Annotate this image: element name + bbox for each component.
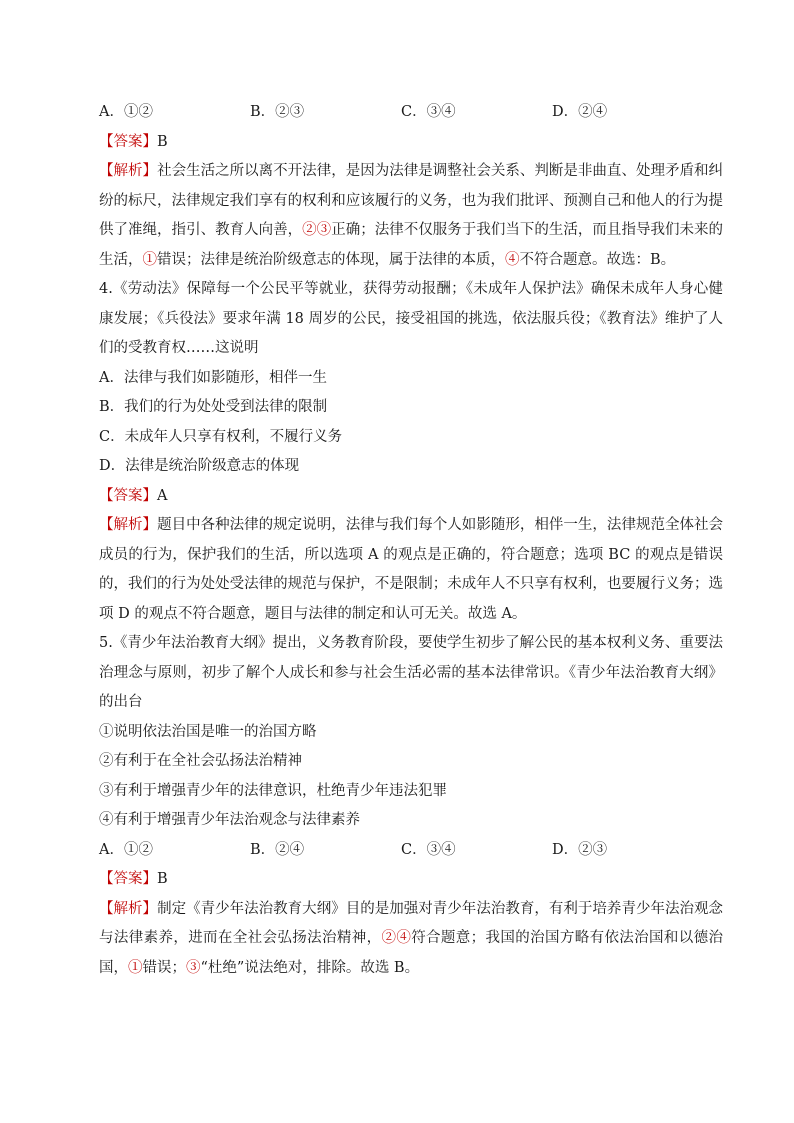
analysis-tag: 【解析】: [99, 163, 158, 179]
q3-option-d: D．②④: [552, 104, 608, 120]
q3-option-c: C．③④: [401, 104, 456, 120]
analysis-text: 不符合题意。故选：B。: [519, 251, 676, 268]
answer-value: B: [157, 133, 168, 150]
q5-option-c: C．③④: [401, 841, 456, 858]
analysis-text: 错误；: [142, 959, 186, 976]
q4-option-c: C．未成年人只享有权利，不履行义务: [99, 428, 343, 445]
analysis-text: 社会生活之所以离不开法律，是因为法律是调整社会关系、判断是非曲直、处理矛盾和纠纷的标尺，法律规定我们享有的权利和应该履行的义务，也为我们批评、预测自己和他人的行为提供了准绳，指引、教育人向善，: [99, 163, 724, 238]
q5-options: [99, 836, 723, 866]
q4-answer: [99, 482, 723, 512]
q5-option-b: B．②④: [250, 841, 305, 858]
answer-tag: 【答案】: [99, 487, 157, 504]
q3-answer: [99, 128, 723, 158]
analysis-text: 符合题意；我国的治国方略有依法治国和以德治国，: [99, 930, 724, 976]
q3-option-a: A．①②: [99, 104, 153, 120]
analysis-text: “杜绝”说法绝对，排除。故选 B。: [200, 959, 420, 976]
q4-analysis: [99, 511, 723, 629]
q4-stem: 4.《劳动法》保障每一个公民平等就业，获得劳动报酬；《未成年人保护法》确保未成年人身心健康发展；《兵役法》要求年满 18 周岁的公民，接受祖国的挑选，依法服兵役；《教育法》维护了人们的受教育权……这说明: [99, 281, 723, 356]
analysis-highlight: ②③: [302, 222, 332, 238]
analysis-text: 正确；法律不仅服务于我们当下的生活，而且指导我们未来的生活，: [99, 222, 724, 268]
q5-statement-2: ②有利于在全社会弘扬法治精神: [99, 753, 302, 769]
q4-option-b: B．我们的行为处处受到法律的限制: [99, 399, 328, 415]
analysis-tag: 【解析】: [99, 517, 158, 533]
analysis-tag: 【解析】: [99, 900, 158, 917]
analysis-highlight: ①: [142, 251, 157, 268]
q5-option-d: D．②③: [552, 841, 608, 858]
analysis-highlight: ③: [186, 959, 201, 976]
analysis-highlight: ①: [128, 959, 143, 976]
q5-stem: 5.《青少年法治教育大纲》提出，义务教育阶段，要使学生初步了解公民的基本权利义务、重要法治理念与原则，初步了解个人成长和参与社会生活必需的基本法律常识。《青少年法治教育大纲》的出台: [99, 635, 723, 710]
analysis-highlight: ④: [505, 251, 520, 268]
answer-tag: 【答案】: [99, 871, 157, 887]
document-page: [99, 98, 723, 983]
analysis-text: 制定《青少年法治教育大纲》目的是加强对青少年法治教育，有利于培养青少年法治观念与法律素养，进而在全社会弘扬法治精神，: [99, 900, 724, 946]
answer-tag: 【答案】: [99, 133, 157, 150]
q5-statement-4: ④有利于增强青少年法治观念与法律素养: [99, 812, 360, 828]
q3-options: [99, 98, 723, 128]
q3-option-b: B．②③: [250, 104, 305, 120]
q5-answer: [99, 865, 723, 895]
analysis-highlight: ②④: [381, 930, 412, 946]
analysis-text: 题目中各种法律的规定说明，法律与我们每个人如影随形，相伴一生，法律规范全体社会成员的行为，保护我们的生活，所以选项 A 的观点是正确的，符合题意；选项 BC 的观点是错误的，我们的行为处处受法律的规范与保护，不是限制；未成年人不只享有权利，也要履行义务；选项 D 的观点不符合题意，题目与法律的制定和认可无关。故选 A。: [99, 517, 724, 622]
q3-analysis: [99, 157, 723, 275]
q4-option-a: A．法律与我们如影随形，相伴一生: [99, 369, 327, 386]
answer-value: A: [157, 487, 168, 504]
q5-statement-1: ①说明依法治国是唯一的治国方略: [99, 723, 317, 740]
answer-value: B: [157, 871, 168, 887]
q5-statement-3: ③有利于增强青少年的法律意识，杜绝青少年违法犯罪: [99, 782, 447, 799]
analysis-text: 错误；法律是统治阶级意志的体现，属于法律的本质，: [157, 251, 505, 268]
q4-option-d: D．法律是统治阶级意志的体现: [99, 458, 300, 474]
q5-analysis: [99, 895, 723, 984]
q5-option-a: A．①②: [99, 841, 153, 858]
